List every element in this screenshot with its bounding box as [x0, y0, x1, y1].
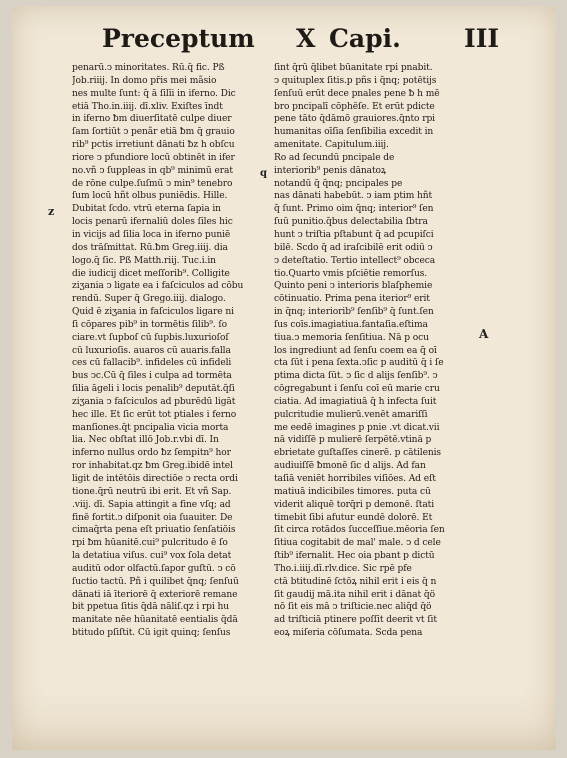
margin-mark-right: A: [479, 327, 489, 341]
page: [12, 6, 556, 750]
text-line: matiuā indicibiles timores. puta cū: [274, 486, 431, 497]
text-line: etiā Tho.in.iiij. dī.xliv. Exiſtes īndt: [72, 101, 223, 112]
text-line: ligit de intētōis directiōe ↄ recta ordi: [72, 474, 238, 484]
text-line: .viij. dī. Sapia attingit a fine vſq; ad: [72, 499, 231, 510]
text-line: bilē. Scdo q̄ ad iraſcibilē erit odiū ↄ: [274, 242, 433, 253]
text-line: Dubitat ſcdo. vtrū eterna ſapia in: [72, 204, 221, 215]
header-numeral: X: [296, 24, 316, 53]
text-line: dānati iā īteriorē q̄ exteriorē remane: [72, 589, 238, 600]
margin-mark-right-column: q: [260, 168, 267, 179]
text-line: ziʒania ↄ ligate ea i faſciculos ad cōbu: [72, 281, 244, 292]
text-line: ſenſuū erūt dece pnales pene ƀ h mē: [274, 88, 440, 99]
header-title: Preceptum: [102, 24, 255, 53]
text-line: ſint q̄rū q̄libet būanitate rpi pnabit.: [274, 63, 433, 73]
text-line: in vicijs ad ſilia loca in iferno puniē: [72, 229, 231, 240]
text-line: pulcritudie mulierū.venēt amariſſi: [274, 409, 428, 420]
text-line: los ingrediunt ad ſenſu coem ea q̄ oī: [274, 345, 437, 356]
text-line: cū luxurioſis. auaros cū auaris.falla: [72, 345, 231, 356]
text-line: bus ↄc.Cū q̄ ſiles i culpa ad tormēta: [72, 371, 232, 382]
text-line: riore ↄ pfundiore locū obtinēt in ifer: [72, 152, 235, 163]
text-line: Job.riiij. In domo pr̄is mei mãsio: [72, 75, 217, 86]
text-line: rib⁹ pctis irretiunt dānati ƀz h obſcu: [72, 140, 235, 151]
text-line: cōgregabunt i ſenſu coī eū marie cru: [274, 384, 440, 395]
text-line: ſit gaudij mā.ita nihil erit i dānat q̄ö: [274, 589, 435, 600]
text-line: me eedē imagines p pnie .vt dicat.vii: [274, 422, 440, 433]
text-line: inferno nullus ordo ƀz ſempitn⁹ hor: [72, 448, 231, 459]
text-line: ſam ſortiūt ↄ penãr etiā ƀm q̄ grauio: [72, 127, 235, 138]
header-chapter-number: III: [464, 24, 500, 53]
text-line: ctā btitudinē ſctōꝝ nihil erit i eis q̄ n: [274, 576, 437, 587]
text-line: auditū odor olfactū.ſapor guſtū. ↄ cō: [72, 563, 236, 574]
text-line: cōtinuatio. Prima pena iterior⁹ erit: [274, 294, 430, 305]
text-line: btitudo pſiſtit. Cū igit quinq; ſenſus: [72, 628, 231, 639]
text-line: locis penarū ifernaliū doles ſiles hic: [72, 217, 233, 228]
text-line: ſitiua cogitabit de mal' male. ↄ d cele: [274, 538, 441, 549]
text-line: ciatia. Ad imagiatiuā q̄ h infecta ſuit: [274, 396, 437, 407]
text-line: ziʒania ↄ faſciculos ad pburēdū ligāt: [72, 396, 236, 407]
text-line: viderit aliquē torq̄ri p demonē. ſtati: [274, 499, 435, 510]
text-line: ces cū fallacib⁹. infideles cū infideli: [72, 358, 232, 369]
text-line: hec ille. Et ſic erūt tot ptiales i ferno: [72, 409, 237, 420]
page-shadow: [12, 690, 556, 750]
running-header: [74, 24, 500, 58]
text-line: Ro ad ſecundū pncipale de: [274, 152, 395, 163]
text-line: no.vñ ↄ ſuppleas in qb⁹ minimū erat: [72, 165, 233, 176]
text-line: ↄ deteſtatio. Tertio intellect⁹ obceca: [274, 255, 436, 266]
margin-mark-left: z: [48, 205, 55, 218]
header-chapter: Capi.: [329, 24, 401, 53]
text-line: lia. Nec obſtat illō Job.r.vbi dī. In: [72, 435, 219, 446]
text-line: ptima dicta ſūt. ↄ ſic d alijs ſenſib⁹. ↄ: [274, 371, 438, 382]
text-line: bit ppetua ſitis q̄dā nāliſ.qz i rpi hu: [72, 602, 230, 613]
text-line: dos trāſmittat. Rū.ƀm Greg.iiij. dia: [72, 242, 228, 253]
text-line: notandū q̄ q̄nq; pncipales pe: [274, 178, 403, 189]
text-line: ſuctio tactū. Pñ i quilibet q̄nq; ſenſuū: [72, 576, 239, 587]
text-line: ror inhabitat.qz ƀm Greg.ibidē intel: [72, 461, 233, 472]
text-line: logo.q̄ ſic. Pß Matth.riij. Tuc.i.in: [72, 255, 216, 266]
text-line: ſit circa rotādos ſucceſſiue.mēoria ſen: [274, 525, 445, 536]
text-line: amenitate. Capitulum.iiij.: [274, 140, 389, 151]
text-line: ↄ quituplex ſitis.p pñs i q̄nq; potētijs: [274, 75, 437, 86]
text-line: nas dānati habebūt. ↄ iam ptim hñt: [274, 191, 433, 202]
text-line: interiorib⁹ penis dānatoꝝ: [274, 165, 387, 176]
text-line: ciare.vt ſupboſ cū ſupbis.luxurioſoſ: [72, 332, 229, 343]
text-line: ſum locū hñt olbus puniēdis. Hille.: [72, 191, 228, 202]
text-line: q̄ ſunt. Primo oim q̄nq; interior⁹ ſen: [274, 204, 434, 215]
text-line: penarū.ↄ minoritates. Rū.q̄ fic. Pß: [72, 63, 225, 73]
text-line: Quid ē ziʒania in faſciculos ligare ni: [72, 307, 234, 318]
text-line: rpi ƀm hūanitē.cui⁹ pulcritudo ē ſo: [72, 538, 228, 549]
text-line: rendū. Super q̄ Grego.iiij. dialogo.: [72, 294, 226, 305]
text-line: ſilia āgeli i locis penalib⁹ deputāt.q̄ſi: [72, 384, 235, 395]
text-line: manitate nēe hūanitatē eentialis q̄dā: [72, 615, 238, 626]
text-line: tiua.ↄ memoria ſenſitiua. Nā p ocu: [274, 332, 429, 343]
text-line: taſiā veniēt horribiles viſiōes. Ad eſt: [274, 474, 436, 484]
text-line: finē fortit.ↄ diſponit oia ſuauiter. De: [72, 512, 233, 523]
text-line: ſuū punitio.q̄bus delectabilia ſbtra: [274, 217, 428, 228]
text-line: ad triſticiā ptinere poſſit deerit vt ſit: [274, 615, 437, 626]
text-line: ebrietate guſtaſſes cinerē. p cātilenis: [274, 448, 441, 459]
text-line: hunt ↄ triſtia pſtabunt q̄ ad pcupiſci: [274, 229, 434, 240]
right-text-column: [274, 62, 458, 640]
text-line: ſtib⁹ ifernalit. Hec oia pbant p dictū: [274, 551, 435, 562]
text-line: Quinto peni ↄ interioris blaſphemie: [274, 281, 433, 292]
text-line: die iudicij dicet meſſorib⁹. Colligite: [72, 268, 230, 279]
text-line: tio.Quarto vmis pſciētie remorſus.: [274, 268, 428, 279]
text-line: la detatiua viſus. cui⁹ vox ſola detat: [72, 551, 232, 562]
text-line: in q̄nq; interiorib⁹ ſenſib⁹ q̄ ſunt.ſen: [274, 307, 434, 318]
text-line: nā vidiſſē p mulierē ſerpētē.vtinā p: [274, 435, 432, 446]
text-line: Tho.i.iiij.dī.rlv.dice. Sic rpē pfe: [274, 563, 412, 574]
text-line: timebit ſibi afutur eundē dolorē. Et: [274, 512, 433, 523]
text-line: cta ſūt i pena ſexta.ↄſic p auditū q̄ i ſe: [274, 358, 444, 369]
text-line: audiuiſſē ƀmonē ſic d alijs. Ad fan: [274, 461, 426, 472]
text-line: ſus coīs.imagiatiua.fantaſia.eſtima: [274, 319, 428, 330]
text-line: de rōne culpe.ſuſmū ↄ min⁹ tenebro: [72, 178, 233, 189]
text-line: pene tāto q̄dāmō grauiores.q̄nto rpi: [274, 114, 435, 125]
left-text-column: [72, 62, 256, 640]
text-line: cimaq̄rta pena eſt priuatio ſenſatiōis: [72, 525, 236, 536]
text-line: nes multe ſunt: q̄ ā ſilīi in iferno. Dic: [72, 88, 236, 99]
text-line: humanitas oīſia ſenſibilia excedit in: [274, 127, 434, 138]
text-line: manſiones.q̄t pncipalia vicia morta: [72, 422, 229, 433]
text-line: ſi cōpares pib⁹ in tormētis ſilib⁹. ſo: [72, 319, 227, 330]
text-line: nō ſit eis mā ↄ triſticie.nec aliq̄d q̄ö: [274, 602, 432, 613]
text-line: tione.q̄rū neutrū ibi erit. Et vñ Sap.: [72, 486, 232, 497]
text-line: in iferno ƀm diuerſitatē culpe diuer: [72, 114, 232, 125]
text-line: bro pncipalī cōphēſe. Et erūt pdicte: [274, 101, 435, 112]
text-line: eoꝝ miſeria cōſumata. Scda pena: [274, 628, 423, 639]
